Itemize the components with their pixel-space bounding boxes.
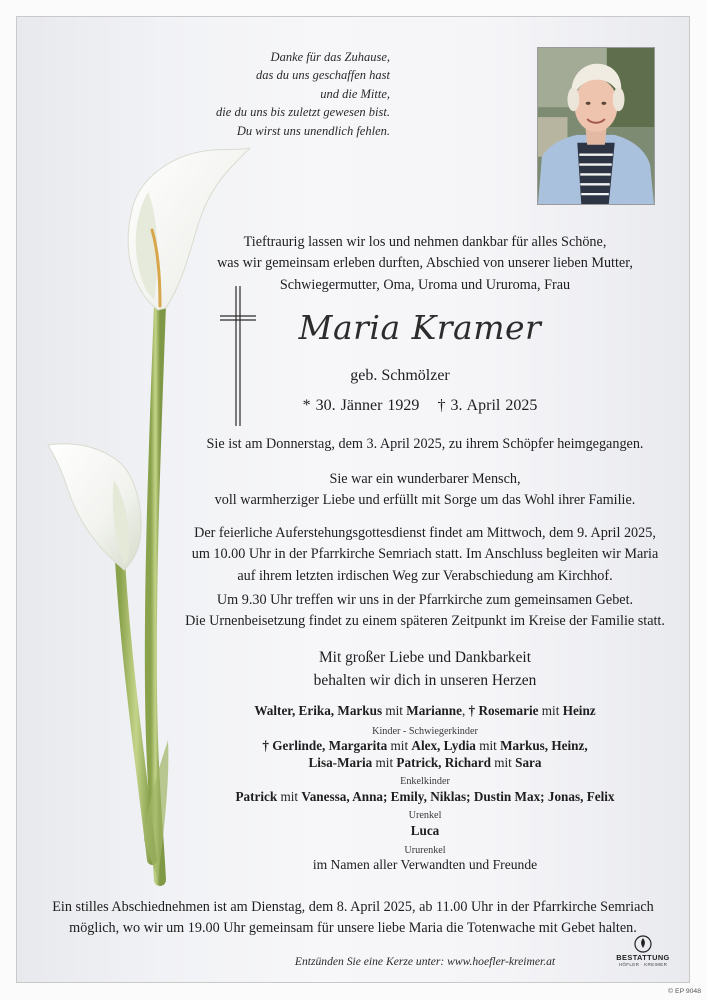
relatives-line: im Namen aller Verwandten und Freunde [312,857,538,872]
family-names: Patrick, Richard [396,755,491,770]
candle-link[interactable]: Entzünden Sie eine Kerze unter: www.hoefler-kreimer.at [294,955,556,968]
great-grandchildren-label: Urenkel [408,810,442,821]
grandchildren-names [175,738,675,754]
grandchildren-label: Enkelkinder [400,776,450,787]
paragraph-line: Der feierliche Auferstehungsgottesdienst findet am Mittwoch, dem 9. April 2025, [194,525,656,541]
life-dates [270,397,570,415]
family-connector: mit [538,703,563,718]
tribute-text [175,469,675,512]
paragraph-line: Sie war ein wunderbarer Mensch, [329,471,521,487]
children-names [175,703,675,719]
love-text [175,646,675,692]
family-names: Lisa-Maria [308,755,373,770]
memorial-quote [160,48,390,140]
paragraph-line: auf ihrem letzten irdischen Weg zur Verabschiedung am Kirchhof. [237,567,613,584]
print-code: © EP 9048 [668,988,701,995]
death-date: † 3. April 2025 [437,397,538,414]
paragraph-line: Die Urnenbeisetzung findet zu einem späteren Zeitpunkt im Kreise der Familie statt. [185,613,665,630]
paragraph-line: Um 9.30 Uhr treffen wir uns in der Pfarrkirche zum gemeinsamen Gebet. [216,592,634,608]
intro-line: Schwiegermutter, Oma, Uroma und Ururoma, Frau [279,276,571,293]
children-label: Kinder - Schwiegerkinder [372,726,478,737]
quote-line: die du uns bis zuletzt gewesen bist. [216,105,390,120]
cross-icon [218,286,258,426]
family-names: Luca [410,823,440,838]
intro-line: was wir gemeinsam erleben durften, Abschied von unserer lieben Mutter, [217,255,633,272]
family-connector: , [461,703,469,718]
family-names: Heinz [562,703,596,718]
great-great-grandchildren-label: Ururenkel [404,845,446,856]
funeral-home-logo [612,935,674,975]
great-great-grandchildren-names [175,823,675,839]
family-names: Patrick [235,789,278,804]
paragraph-line: voll warmherziger Liebe und erfüllt mit Sorge um das Wohl ihrer Familie. [214,492,636,509]
birth-date: * 30. Jänner 1929 [302,397,420,414]
paragraph-line: Mit großer Liebe und Dankbarkeit [319,649,531,666]
family-connector: mit [490,755,516,770]
farewell-line: möglich, wo wir um 19.00 Uhr gemeinsam für unsere liebe Maria die Totenwache mit Gebet halten. [69,920,637,937]
logo-subtitle: HÖFLER · KREIMER [618,962,668,967]
paragraph-line: behalten wir dich in unseren Herzen [313,672,537,689]
family-names: Sara [515,755,542,770]
quote-line: das du uns geschaffen hast [255,68,390,83]
family-names: † Gerlinde, Margarita [262,738,388,753]
grandchildren-names [175,755,675,771]
family-names: Marianne [406,703,462,718]
farewell-line: Ein stilles Abschiednehmen ist am Dienstag, dem 8. April 2025, ab 11.00 Uhr in der Pfarrkirche Semriach [52,899,654,915]
death-notice [175,434,675,455]
family-names: Walter, Erika, Markus [254,703,383,718]
family-names: Markus, Heinz, [500,738,588,753]
quote-line: Du wirst uns unendlich fehlen. [236,123,390,138]
prayer-text [175,590,675,633]
logo-title: BESTATTUNG [616,953,670,962]
family-connector: mit [382,703,407,718]
great-grandchildren-names [175,789,675,805]
family-names: † Rosemarie [468,703,539,718]
paragraph-line: Sie ist am Donnerstag, dem 3. April 2025, zu ihrem Schöpfer heimgegangen. [206,436,644,452]
quote-line: und die Mitte, [320,86,390,101]
portrait-photo [537,47,655,205]
intro-line: Tieftraurig lassen wir los und nehmen dankbar für alles Schöne, [243,234,607,250]
candle-flame-icon [634,935,652,953]
quote-line: Danke für das Zuhause, [270,50,390,64]
family-connector: mit [277,789,302,804]
family-connector: mit [372,755,397,770]
family-names: Alex, Lydia [411,738,476,753]
farewell-notice [30,897,676,940]
family-connector: mit [475,738,501,753]
paragraph-line: um 10.00 Uhr in der Pfarrkirche Semriach statt. Im Anschluss begleiten wir Maria [191,546,659,563]
maiden-name: geb. Schmölzer [350,367,450,384]
family-connector: mit [387,738,412,753]
deceased-name: Maria Kramer [298,308,542,347]
service-text [175,523,675,587]
family-names: Vanessa, Anna; Emily, Niklas; Dustin Max; Jonas, Felix [301,789,615,804]
